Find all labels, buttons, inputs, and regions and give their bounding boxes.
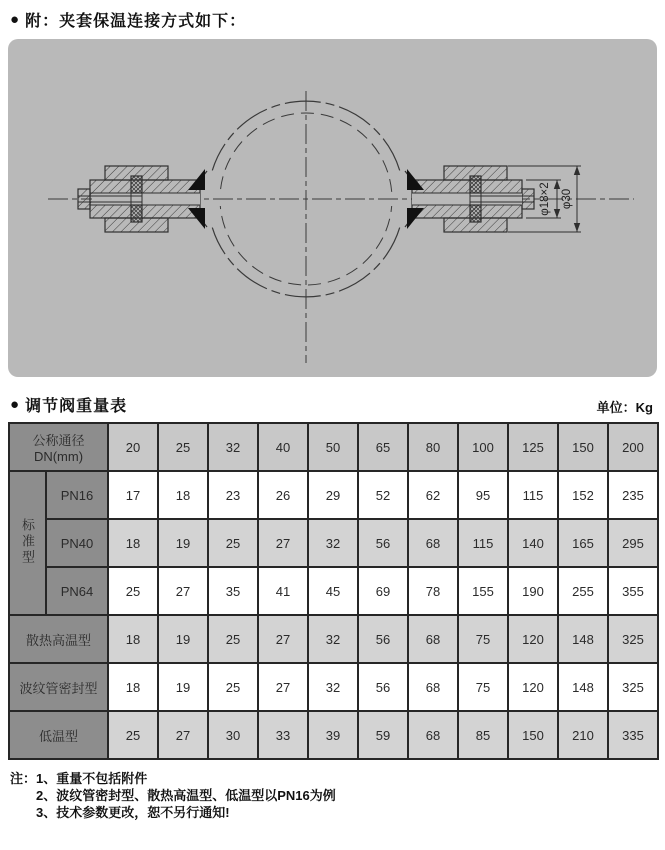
dimension-label-jacket: φ30: [561, 188, 573, 210]
weight-cell: 33: [258, 711, 308, 759]
weight-cell: 235: [608, 471, 658, 519]
weight-cell: 62: [408, 471, 458, 519]
notes-prefix: 注：: [10, 771, 37, 786]
weight-cell: 39: [308, 711, 358, 759]
weight-cell: 69: [358, 567, 408, 615]
unit-label: 单位：Kg: [596, 400, 653, 415]
diagram-panel: [8, 39, 657, 377]
dn-size-cell: 125: [508, 423, 558, 471]
weight-cell: 140: [508, 519, 558, 567]
weight-cell: 17: [108, 471, 158, 519]
weight-cell: 68: [408, 519, 458, 567]
dn-size-cell: 32: [208, 423, 258, 471]
diagram-section-heading: [10, 8, 657, 31]
weight-cell: 27: [258, 663, 308, 711]
dn-size-cell: 40: [258, 423, 308, 471]
right-seal-ring-top: [470, 176, 481, 193]
weight-cell: 18: [158, 471, 208, 519]
left-seal-ring-top: [131, 176, 142, 193]
row-header-cell: PN40: [46, 519, 108, 567]
weight-cell: 120: [508, 663, 558, 711]
weight-cell: 19: [158, 519, 208, 567]
diagram-heading-text: 附：夹套保温连接方式如下：: [25, 13, 247, 30]
dn-size-cell: 200: [608, 423, 658, 471]
right-seal-ring-bottom: [470, 205, 481, 222]
left-pipe-assembly: [78, 166, 207, 232]
weight-cell: 120: [508, 615, 558, 663]
note-line: 3、技术参数更改，恕不另行通知!: [36, 805, 230, 820]
table-heading-text: 调节阀重量表: [25, 398, 128, 415]
left-seal-ring-bottom: [131, 205, 142, 222]
weight-cell: 325: [608, 663, 658, 711]
table-section-heading: [10, 393, 657, 416]
weight-cell: 56: [358, 519, 408, 567]
table-row: [9, 711, 658, 759]
weight-cell: 25: [208, 663, 258, 711]
weight-cell: 32: [308, 663, 358, 711]
weight-cell: 18: [108, 663, 158, 711]
left-tube-tip: [78, 189, 90, 209]
weight-cell: 155: [458, 567, 508, 615]
row-header-cell: PN64: [46, 567, 108, 615]
weight-cell: 27: [258, 615, 308, 663]
weight-cell: 165: [558, 519, 608, 567]
dn-size-cell: 25: [158, 423, 208, 471]
weight-cell: 26: [258, 471, 308, 519]
note-line: 2、波纹管密封型、散热高温型、低温型以PN16为例: [36, 788, 336, 803]
weight-cell: 25: [208, 615, 258, 663]
notes: [10, 770, 657, 821]
bullet-icon: ●: [10, 396, 20, 413]
dn-size-cell: 20: [108, 423, 158, 471]
weight-cell: 355: [608, 567, 658, 615]
weight-cell: 210: [558, 711, 608, 759]
weight-cell: 75: [458, 615, 508, 663]
weight-cell: 68: [408, 663, 458, 711]
weight-cell: 45: [308, 567, 358, 615]
weight-cell: 335: [608, 711, 658, 759]
dn-size-cell: 80: [408, 423, 458, 471]
weight-cell: 27: [258, 519, 308, 567]
weight-cell: 32: [308, 615, 358, 663]
weight-cell: 152: [558, 471, 608, 519]
weight-cell: 68: [408, 615, 458, 663]
weight-cell: 52: [358, 471, 408, 519]
weight-cell: 56: [358, 663, 408, 711]
weight-cell: 115: [458, 519, 508, 567]
weight-cell: 78: [408, 567, 458, 615]
weight-cell: 68: [408, 711, 458, 759]
table-row: [9, 519, 658, 567]
dn-size-cell: 65: [358, 423, 408, 471]
table-row: [9, 423, 658, 471]
weight-cell: 75: [458, 663, 508, 711]
weight-cell: 295: [608, 519, 658, 567]
weight-cell: 255: [558, 567, 608, 615]
table-row: [9, 663, 658, 711]
weight-cell: 25: [108, 711, 158, 759]
right-tube-tip: [522, 189, 534, 209]
weight-cell: 190: [508, 567, 558, 615]
row-header-cell: 低温型: [9, 711, 108, 759]
weight-cell: 85: [458, 711, 508, 759]
weight-cell: 150: [508, 711, 558, 759]
weight-cell: 27: [158, 711, 208, 759]
weight-table: [8, 422, 659, 760]
weight-cell: 32: [308, 519, 358, 567]
weight-cell: 35: [208, 567, 258, 615]
standard-group-header: 标准型: [9, 471, 46, 615]
weight-cell: 30: [208, 711, 258, 759]
right-pipe-assembly: [405, 166, 534, 232]
weight-cell: 148: [558, 663, 608, 711]
table-row: [9, 567, 658, 615]
weight-cell: 18: [108, 615, 158, 663]
weight-cell: 56: [358, 615, 408, 663]
weight-cell: 19: [158, 615, 208, 663]
note-line: 1、重量不包括附件: [36, 771, 148, 786]
weight-cell: 41: [258, 567, 308, 615]
weight-cell: 19: [158, 663, 208, 711]
weight-cell: 23: [208, 471, 258, 519]
row-header-cell: 散热高温型: [9, 615, 108, 663]
weight-cell: 25: [208, 519, 258, 567]
table-row: [9, 615, 658, 663]
weight-cell: 25: [108, 567, 158, 615]
bullet-icon: ●: [10, 11, 20, 28]
weight-cell: 148: [558, 615, 608, 663]
weight-cell: 29: [308, 471, 358, 519]
row-header-cell: 波纹管密封型: [9, 663, 108, 711]
jacket-connection-diagram: [8, 39, 657, 377]
weight-cell: 115: [508, 471, 558, 519]
row-header-cell: PN16: [46, 471, 108, 519]
weight-cell: 59: [358, 711, 408, 759]
weight-cell: 18: [108, 519, 158, 567]
weight-cell: 325: [608, 615, 658, 663]
corner-header-cell: 公称通径DN(mm): [9, 423, 108, 471]
dn-size-cell: 50: [308, 423, 358, 471]
table-row: [9, 471, 658, 519]
weight-cell: 95: [458, 471, 508, 519]
dn-size-cell: 100: [458, 423, 508, 471]
weight-cell: 27: [158, 567, 208, 615]
dn-size-cell: 150: [558, 423, 608, 471]
dimension-label-pipe: φ18×2: [539, 182, 551, 216]
